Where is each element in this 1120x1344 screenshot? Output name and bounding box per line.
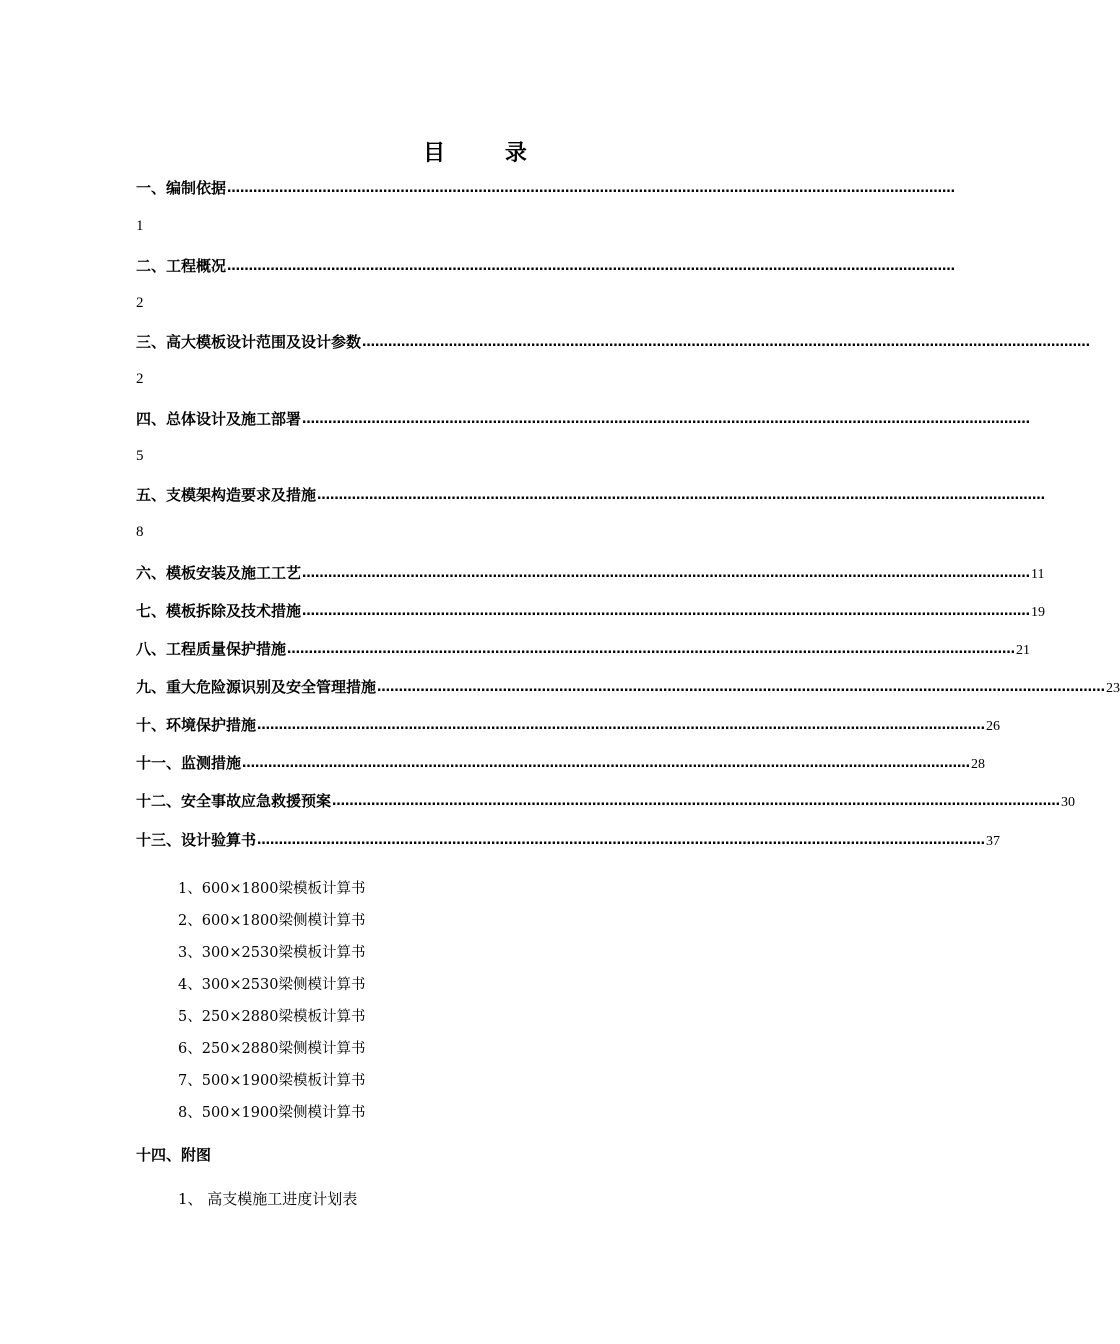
toc-entry <box>136 787 1076 811</box>
toc-entry <box>136 405 1031 429</box>
toc-entry-label: 十三、设计验算书 <box>136 831 257 849</box>
toc-leader-dots: …………………………………………………………………………………………………………………………………………………… <box>287 642 1016 657</box>
calc-book-item: 8、500×1900梁侧模计算书 <box>178 1105 366 1121</box>
toc-leader-dots: …………………………………………………………………………………………………………………………………………………… <box>227 259 956 274</box>
calc-book-item: 2、600×1800梁侧模计算书 <box>178 913 366 929</box>
toc-entry <box>136 328 1091 352</box>
toc-leader-dots: …………………………………………………………………………………………………………………………………………………… <box>362 335 1091 350</box>
toc-leader-dots: …………………………………………………………………………………………………………………………………………………… <box>227 181 956 196</box>
calc-book-item: 1、600×1800梁模板计算书 <box>178 881 366 897</box>
toc-entry <box>136 673 1120 697</box>
toc-leader-dots: …………………………………………………………………………………………………………………………………………………… <box>242 756 971 771</box>
toc-entry-page: 1 <box>136 218 144 234</box>
toc-entry-label: 三、高大模板设计范围及设计参数 <box>136 333 362 351</box>
calc-book-item: 5、250×2880梁模板计算书 <box>178 1009 366 1025</box>
toc-entry-page: 5 <box>136 448 144 464</box>
annex-item: 1、 高支模施工进度计划表 <box>178 1190 358 1208</box>
section-14-heading: 十四、附图 <box>136 1146 212 1164</box>
toc-entry-page: 23 <box>1106 681 1120 696</box>
toc-entry-label: 十、环境保护措施 <box>136 716 257 734</box>
calc-book-item: 4、300×2530梁侧模计算书 <box>178 977 366 993</box>
toc-entry-page: 19 <box>1031 605 1046 620</box>
toc-entry-label: 九、重大危险源识别及安全管理措施 <box>136 678 377 696</box>
toc-entry-label: 六、模板安装及施工工艺 <box>136 564 302 582</box>
toc-entry <box>136 826 1001 850</box>
toc-entry <box>136 711 1001 735</box>
toc-entry <box>136 635 1031 659</box>
toc-entry-page: 37 <box>986 834 1001 849</box>
toc-entry-label: 一、编制依据 <box>136 179 227 197</box>
toc-leader-dots: …………………………………………………………………………………………………………………………………………………… <box>317 488 1046 503</box>
toc-entry <box>136 559 1045 583</box>
toc-entry-label: 二、工程概况 <box>136 257 227 275</box>
toc-entry-page: 2 <box>136 371 144 387</box>
calc-book-item: 3、300×2530梁模板计算书 <box>178 945 366 961</box>
toc-entry <box>136 252 956 276</box>
toc-entry <box>136 174 956 198</box>
toc-leader-dots: …………………………………………………………………………………………………………………………………………………… <box>302 566 1031 581</box>
toc-leader-dots: …………………………………………………………………………………………………………………………………………………… <box>377 680 1106 695</box>
toc-entry <box>136 481 1046 505</box>
toc-entry-page: 11 <box>1031 567 1045 582</box>
toc-title: 目 录 <box>423 141 553 166</box>
toc-leader-dots: …………………………………………………………………………………………………………………………………………………… <box>302 412 1031 427</box>
toc-entry <box>136 749 986 773</box>
toc-leader-dots: …………………………………………………………………………………………………………………………………………………… <box>332 794 1061 809</box>
toc-entry-page: 28 <box>971 757 986 772</box>
toc-entry-label: 十二、安全事故应急救援预案 <box>136 792 332 810</box>
toc-leader-dots: …………………………………………………………………………………………………………………………………………………… <box>257 833 986 848</box>
toc-entry-page: 2 <box>136 295 144 311</box>
calc-book-item: 6、250×2880梁侧模计算书 <box>178 1041 366 1057</box>
toc-entry-page: 8 <box>136 524 144 540</box>
toc-entry-label: 七、模板拆除及技术措施 <box>136 602 302 620</box>
toc-entry <box>136 597 1046 621</box>
toc-entry-page: 30 <box>1061 795 1076 810</box>
toc-entry-label: 十一、监测措施 <box>136 754 242 772</box>
toc-leader-dots: …………………………………………………………………………………………………………………………………………………… <box>302 604 1031 619</box>
toc-entry-label: 五、支模架构造要求及措施 <box>136 486 317 504</box>
calc-book-item: 7、500×1900梁模板计算书 <box>178 1073 366 1089</box>
toc-entry-label: 四、总体设计及施工部署 <box>136 410 302 428</box>
toc-entry-label: 八、工程质量保护措施 <box>136 640 287 658</box>
toc-entry-page: 21 <box>1016 643 1031 658</box>
toc-leader-dots: …………………………………………………………………………………………………………………………………………………… <box>257 718 986 733</box>
toc-entry-page: 26 <box>986 719 1001 734</box>
